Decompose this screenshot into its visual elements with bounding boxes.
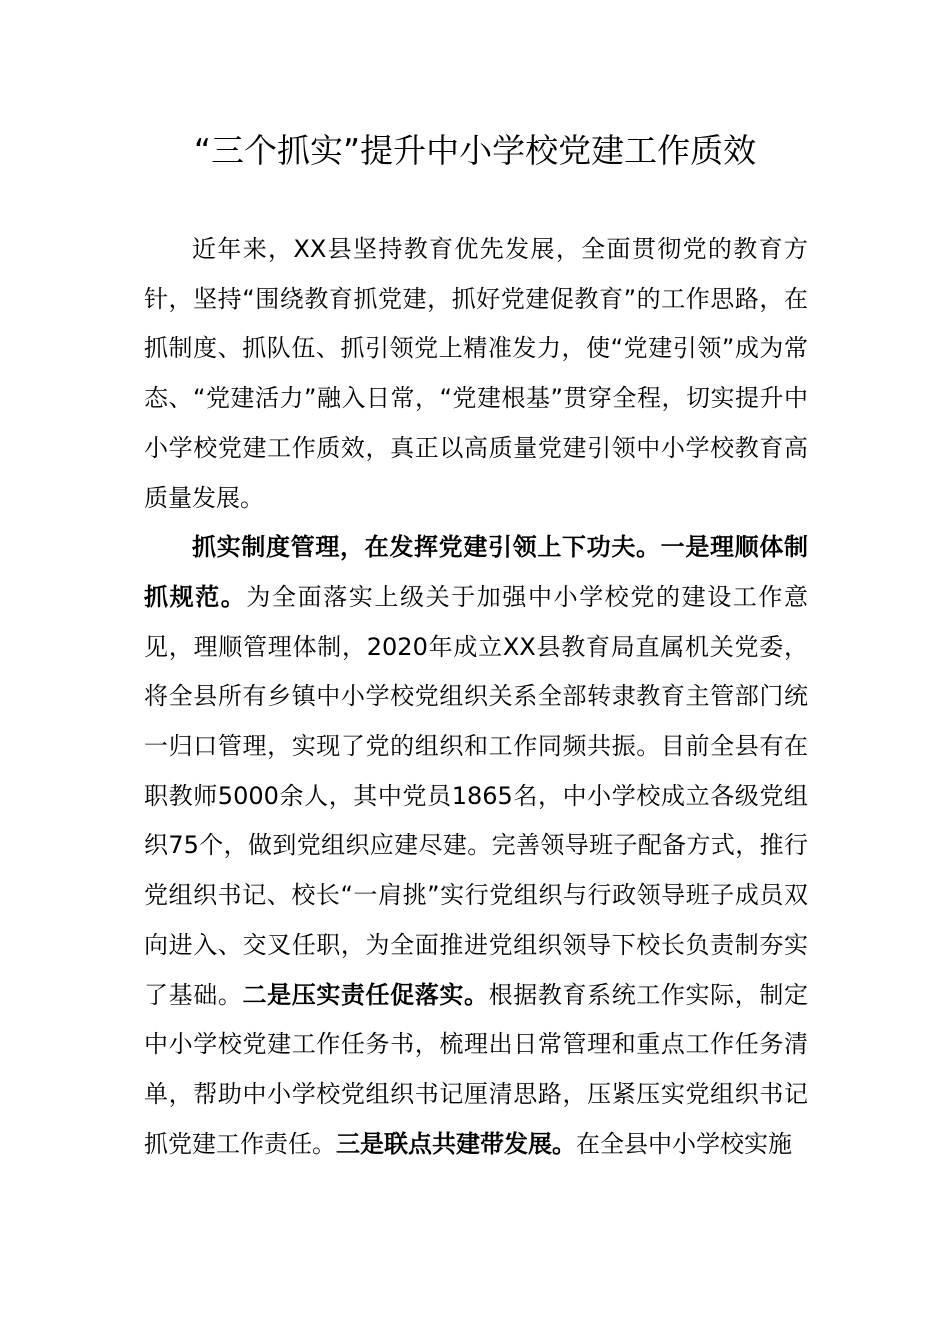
paragraph-intro [144, 225, 808, 523]
paragraph-text: 在全县中小学校实施 [576, 1129, 792, 1158]
document-title: “三个抓实”提升中小学校党建工作质效 [193, 131, 757, 170]
section-heading: 抓实制度管理，在发挥党建引领上下功夫。一是理顺体制抓规范。 [144, 533, 808, 611]
subsection-heading: 二是压实责任促落实。 [242, 980, 489, 1009]
paragraph-system-management [144, 523, 808, 1169]
paragraph-text: 根据教育系统工作实际，制定中小学校党建工作任务书，梳理出日常管理和重点工作任务清单，帮助中小学校党组织书记厘清思路，压紧压实党组织书记抓党建工作责任。 [144, 980, 809, 1158]
subsection-heading: 三是联点共建带发展。 [336, 1129, 576, 1158]
paragraph-text: 为全面落实上级关于加强中小学校党的建设工作意见，理顺管理体制，2020年成立XX县教育局直属机关党委，将全县所有乡镇中小学校党组织关系全部转隶教育主管部门统一归口管理，实现了党的组织和工作同频共振。目前全县有在职教师5000余人，其中党员1865名，中小学校成立各级党组织75个，做到党组织应建尽建。完善领导班子配备方式，推行党组织书记、校长“一肩挑”实行党组织与行政领导班子成员双向进入、交叉任职，为全面推进党组织领导下校长负责制夯实了基础。 [144, 582, 809, 1009]
paragraph-text: 近年来，XX县坚持教育优先发展，全面贯彻党的教育方针，坚持“围绕教育抓党建，抓好党建促教育”的工作思路，在抓制度、抓队伍、抓引领党上精准发力，使“党建引领”成为常态、“党建活力”融入日常，“党建根基”贯穿全程，切实提升中小学校党建工作质效，真正以高质量党建引领中小学校教育高质量发展。 [144, 235, 808, 512]
document-body [144, 225, 808, 1169]
